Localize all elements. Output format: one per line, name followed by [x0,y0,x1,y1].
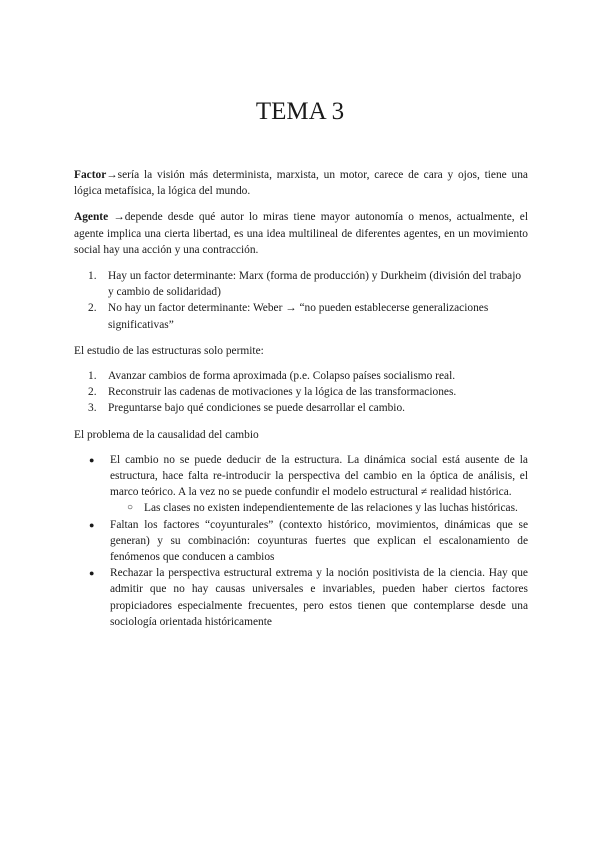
list-item-text: Reconstruir las cadenas de motivaciones y la lógica de las transformaciones. [108,386,457,399]
list-number: 3. [88,402,97,415]
bullet-item [74,452,528,501]
list-number: 2. [88,386,97,399]
list-item [74,300,528,332]
bullet-icon: ● [89,519,95,530]
sub-bullet-item [74,500,528,516]
list-number: 2. [88,302,97,315]
estructuras-list [74,368,528,417]
list-item-text: Preguntarse bajo qué condiciones se puede desarrollar el cambio. [108,402,405,415]
term-factor: Factor [74,169,107,181]
list-item [74,368,528,384]
hollow-bullet-icon: ○ [127,502,134,514]
bullet-icon: ● [89,568,95,579]
list-number: 1. [88,370,97,383]
list-item-text: Avanzar cambios de forma aproximada (p.e. Colapso países socialismo real. [108,370,456,383]
factor-list [74,268,528,333]
page-title: TEMA 3 [255,98,345,125]
paragraph-agente [74,209,528,258]
bullet-text: Faltan los factores “coyunturales” (contexto histórico, movimientos, dinámicas que se generan) y su combinación: coyunturas fuertes que explican el escalonamiento de fenómenos que conducen a cambios [110,518,528,564]
document-body [74,167,528,630]
list-item [74,268,528,300]
intro-estructuras: El estudio de las estructuras solo permite: [74,344,264,357]
causalidad-bullets [74,452,528,630]
agente-definition: →depende desde qué autor lo miras tiene mayor autonomía o menos, actualmente, el agente implica una cierta libertad, es una idea multilineal de diferentes agentes, en un movimiento social hay una acción y una contracción. [74,211,528,256]
bullet-item [74,517,528,566]
paragraph-factor [74,167,528,199]
bullet-text: El cambio no se puede deducir de la estructura. La dinámica social está ausente de la estructura, hace falta re-introducir la perspectiva del cambio en la óptica de análisis, el marco teórico. A la vez no se puede confundir el modelo estructural ≠ realidad histórica. [110,453,528,499]
sub-bullet-text: Las clases no existen independientemente de las relaciones y las luchas históricas. [144,502,518,515]
bullet-text: Rechazar la perspectiva estructural extrema y la noción positivista de la ciencia. Hay que admitir que no hay causas universales e invariables, pueden haber ciertos factores propiciadores especialmente frecuentes, pero estos tienen que contemplarse desde una sociología orientada históricamente [110,567,528,628]
term-agente: Agente [74,211,109,224]
factor-definition: →sería la visión más determinista, marxista, un motor, carece de cara y ojos, tiene una lógica metafísica, la lógica del mundo. [74,169,528,198]
bullet-icon: ● [89,454,95,465]
list-item [74,400,528,416]
list-item [74,384,528,400]
intro-causalidad: El problema de la causalidad del cambio [74,428,259,441]
bullet-item [74,565,528,630]
list-item-text: No hay un factor determinante: Weber → “no pueden establecerse generalizaciones significativas” [108,302,489,331]
list-number: 1. [88,270,97,283]
list-item-text: Hay un factor determinante: Marx (forma de producción) y Durkheim (división del trabajo y cambio de solidaridad) [108,270,522,299]
